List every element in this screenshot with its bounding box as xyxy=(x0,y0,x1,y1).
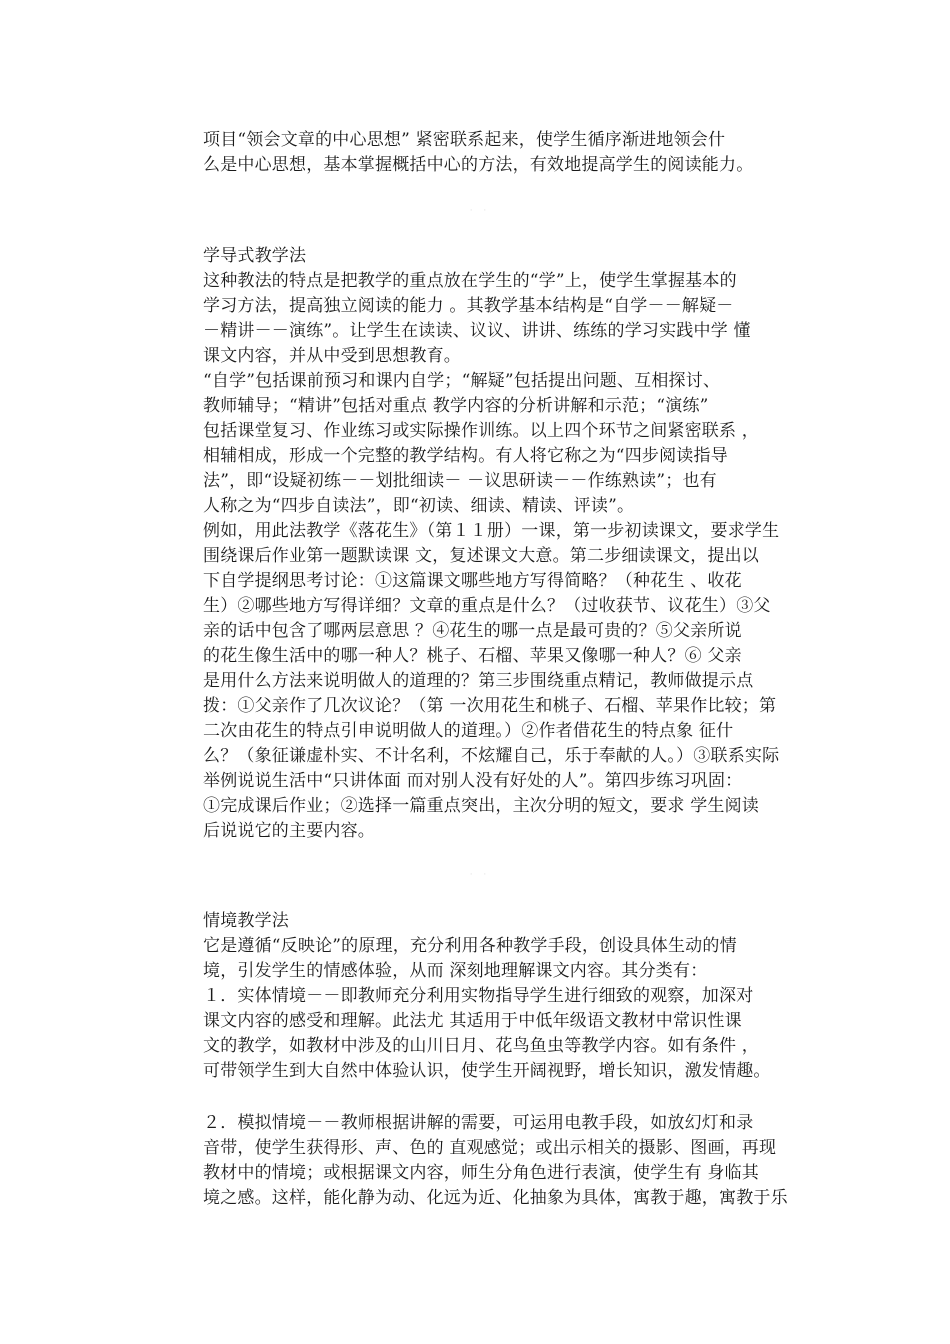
text-line: 二次由花生的特点引申说明做人的道理。）②作者借花生的特点象 征什 xyxy=(203,721,734,741)
watermark-mark: · · xyxy=(469,870,491,880)
text-line: 包括课堂复习、作业练习或实际操作训练。以上四个环节之间紧密联系 ， xyxy=(203,421,760,441)
text-line: 么是中心思想，基本掌握概括中心的方法，有效地提高学生的阅读能力。 xyxy=(203,155,754,175)
text-line: －精讲－－演练”。让学生在读读、议议、讲讲、练练的学习实践中学 懂 xyxy=(203,321,751,341)
watermark-mark: · · xyxy=(469,206,491,216)
text-line: 下自学提纲思考讨论：①这篇课文哪些地方写得简略？（种花生 、收花 xyxy=(203,571,742,591)
section-learning-guided-method xyxy=(203,244,813,844)
text-line: 它是遵循“反映论”的原理，充分利用各种教学手段，创设具体生动的情 xyxy=(203,936,737,956)
text-line: 相辅相成，形成一个完整的教学结构。有人将它称之为“四步阅读指导 xyxy=(203,446,728,466)
text-line: 境，引发学生的情感体验，从而 深刻地理解课文内容。其分类有： xyxy=(203,961,708,981)
text-line: １．实体情境－－即教师充分利用实物指导学生进行细致的观察，加深对 xyxy=(203,986,754,1006)
text-line: 课文内容，并从中受到思想教育。 xyxy=(203,346,461,366)
text-line: 文的教学，如教材中涉及的山川日月、花鸟鱼虫等教学内容。如有条件 ， xyxy=(203,1036,760,1056)
text-line: 这种教法的特点是把教学的重点放在学生的“学”上，使学生掌握基本的 xyxy=(203,271,737,291)
text-line: 项目“领会文章的中心思想” 紧密联系起来，使学生循序渐进地领会什 xyxy=(203,130,726,150)
text-line: ①完成课后作业；②选择一篇重点突出，主次分明的短文，要求 学生阅读 xyxy=(203,796,760,816)
section-heading: 情境教学法 xyxy=(203,911,289,931)
text-line: ２．模拟情境－－教师根据讲解的需要，可运用电教手段，如放幻灯和录 xyxy=(203,1113,754,1133)
text-line: 生）②哪些地方写得详细？文章的重点是什么？（过收获节、议花生）③父 xyxy=(203,596,771,616)
text-line: 亲的话中包含了哪两层意思 ？④花生的哪一点是最可贵的？⑤父亲所说 xyxy=(203,621,742,641)
text-line: 课文内容的感受和理解。此法尤 其适用于中低年级语文教材中常识性课 xyxy=(203,1011,742,1031)
text-line: 例如，用此法教学《落花生》（第１１册）一课，第一步初读课文，要求学生 xyxy=(203,521,780,541)
text-line: 法”，即“设疑初练－－划批细读－ －议思研读－－作练熟读”；也有 xyxy=(203,471,717,491)
text-line: 教材中的情境；或根据课文内容，师生分角色进行表演，使学生有 身临其 xyxy=(203,1163,760,1183)
section-heading: 学导式教学法 xyxy=(203,246,307,266)
text-line: 可带领学生到大自然中体验认识，使学生开阔视野，增长知识，激发情趣。 xyxy=(203,1061,771,1081)
text-line: 举例说说生活中“只讲体面 而对别人没有好处的人”。第四步练习巩固： xyxy=(203,771,743,791)
text-line: 人称之为“四步自读法”，即“初读、细读、精读、评读”。 xyxy=(203,496,635,516)
intro-paragraph xyxy=(203,128,813,178)
text-line: 的花生像生活中的哪一种人？桃子、石榴、苹果又像哪一种人？⑥ 父亲 xyxy=(203,646,742,666)
text-line: 教师辅导；“精讲”包括对重点 教学内容的分析讲解和示范；“演练” xyxy=(203,396,709,416)
text-line: 是用什么方法来说明做人的道理的？第三步围绕重点精记，教师做提示点 xyxy=(203,671,754,691)
section-simulated-situation xyxy=(203,1111,813,1211)
text-line: 学习方法，提高独立阅读的能力 。其教学基本结构是“自学－－解疑－ xyxy=(203,296,734,316)
text-line: “自学”包括课前预习和课内自学；“解疑”包括提出问题、互相探讨、 xyxy=(203,371,721,391)
text-line: 音带，使学生获得形、声、色的 直观感觉；或出示相关的摄影、图画，再现 xyxy=(203,1138,777,1158)
text-line: 拨：①父亲作了几次议论？（第 一次用花生和桃子、石榴、苹果作比较；第 xyxy=(203,696,777,716)
section-situational-method xyxy=(203,909,813,1084)
text-line: 围绕课后作业第一题默读课 文，复述课文大意。第二步细读课文，提出以 xyxy=(203,546,760,566)
text-line: 后说说它的主要内容。 xyxy=(203,821,375,841)
text-line: 境之感。这样，能化静为动、化远为近、化抽象为具体，寓教于趣，寓教于乐 xyxy=(203,1188,788,1208)
text-line: 么？（象征谦虚朴实、不计名利，不炫耀自己，乐于奉献的人。）③联系实际 xyxy=(203,746,780,766)
